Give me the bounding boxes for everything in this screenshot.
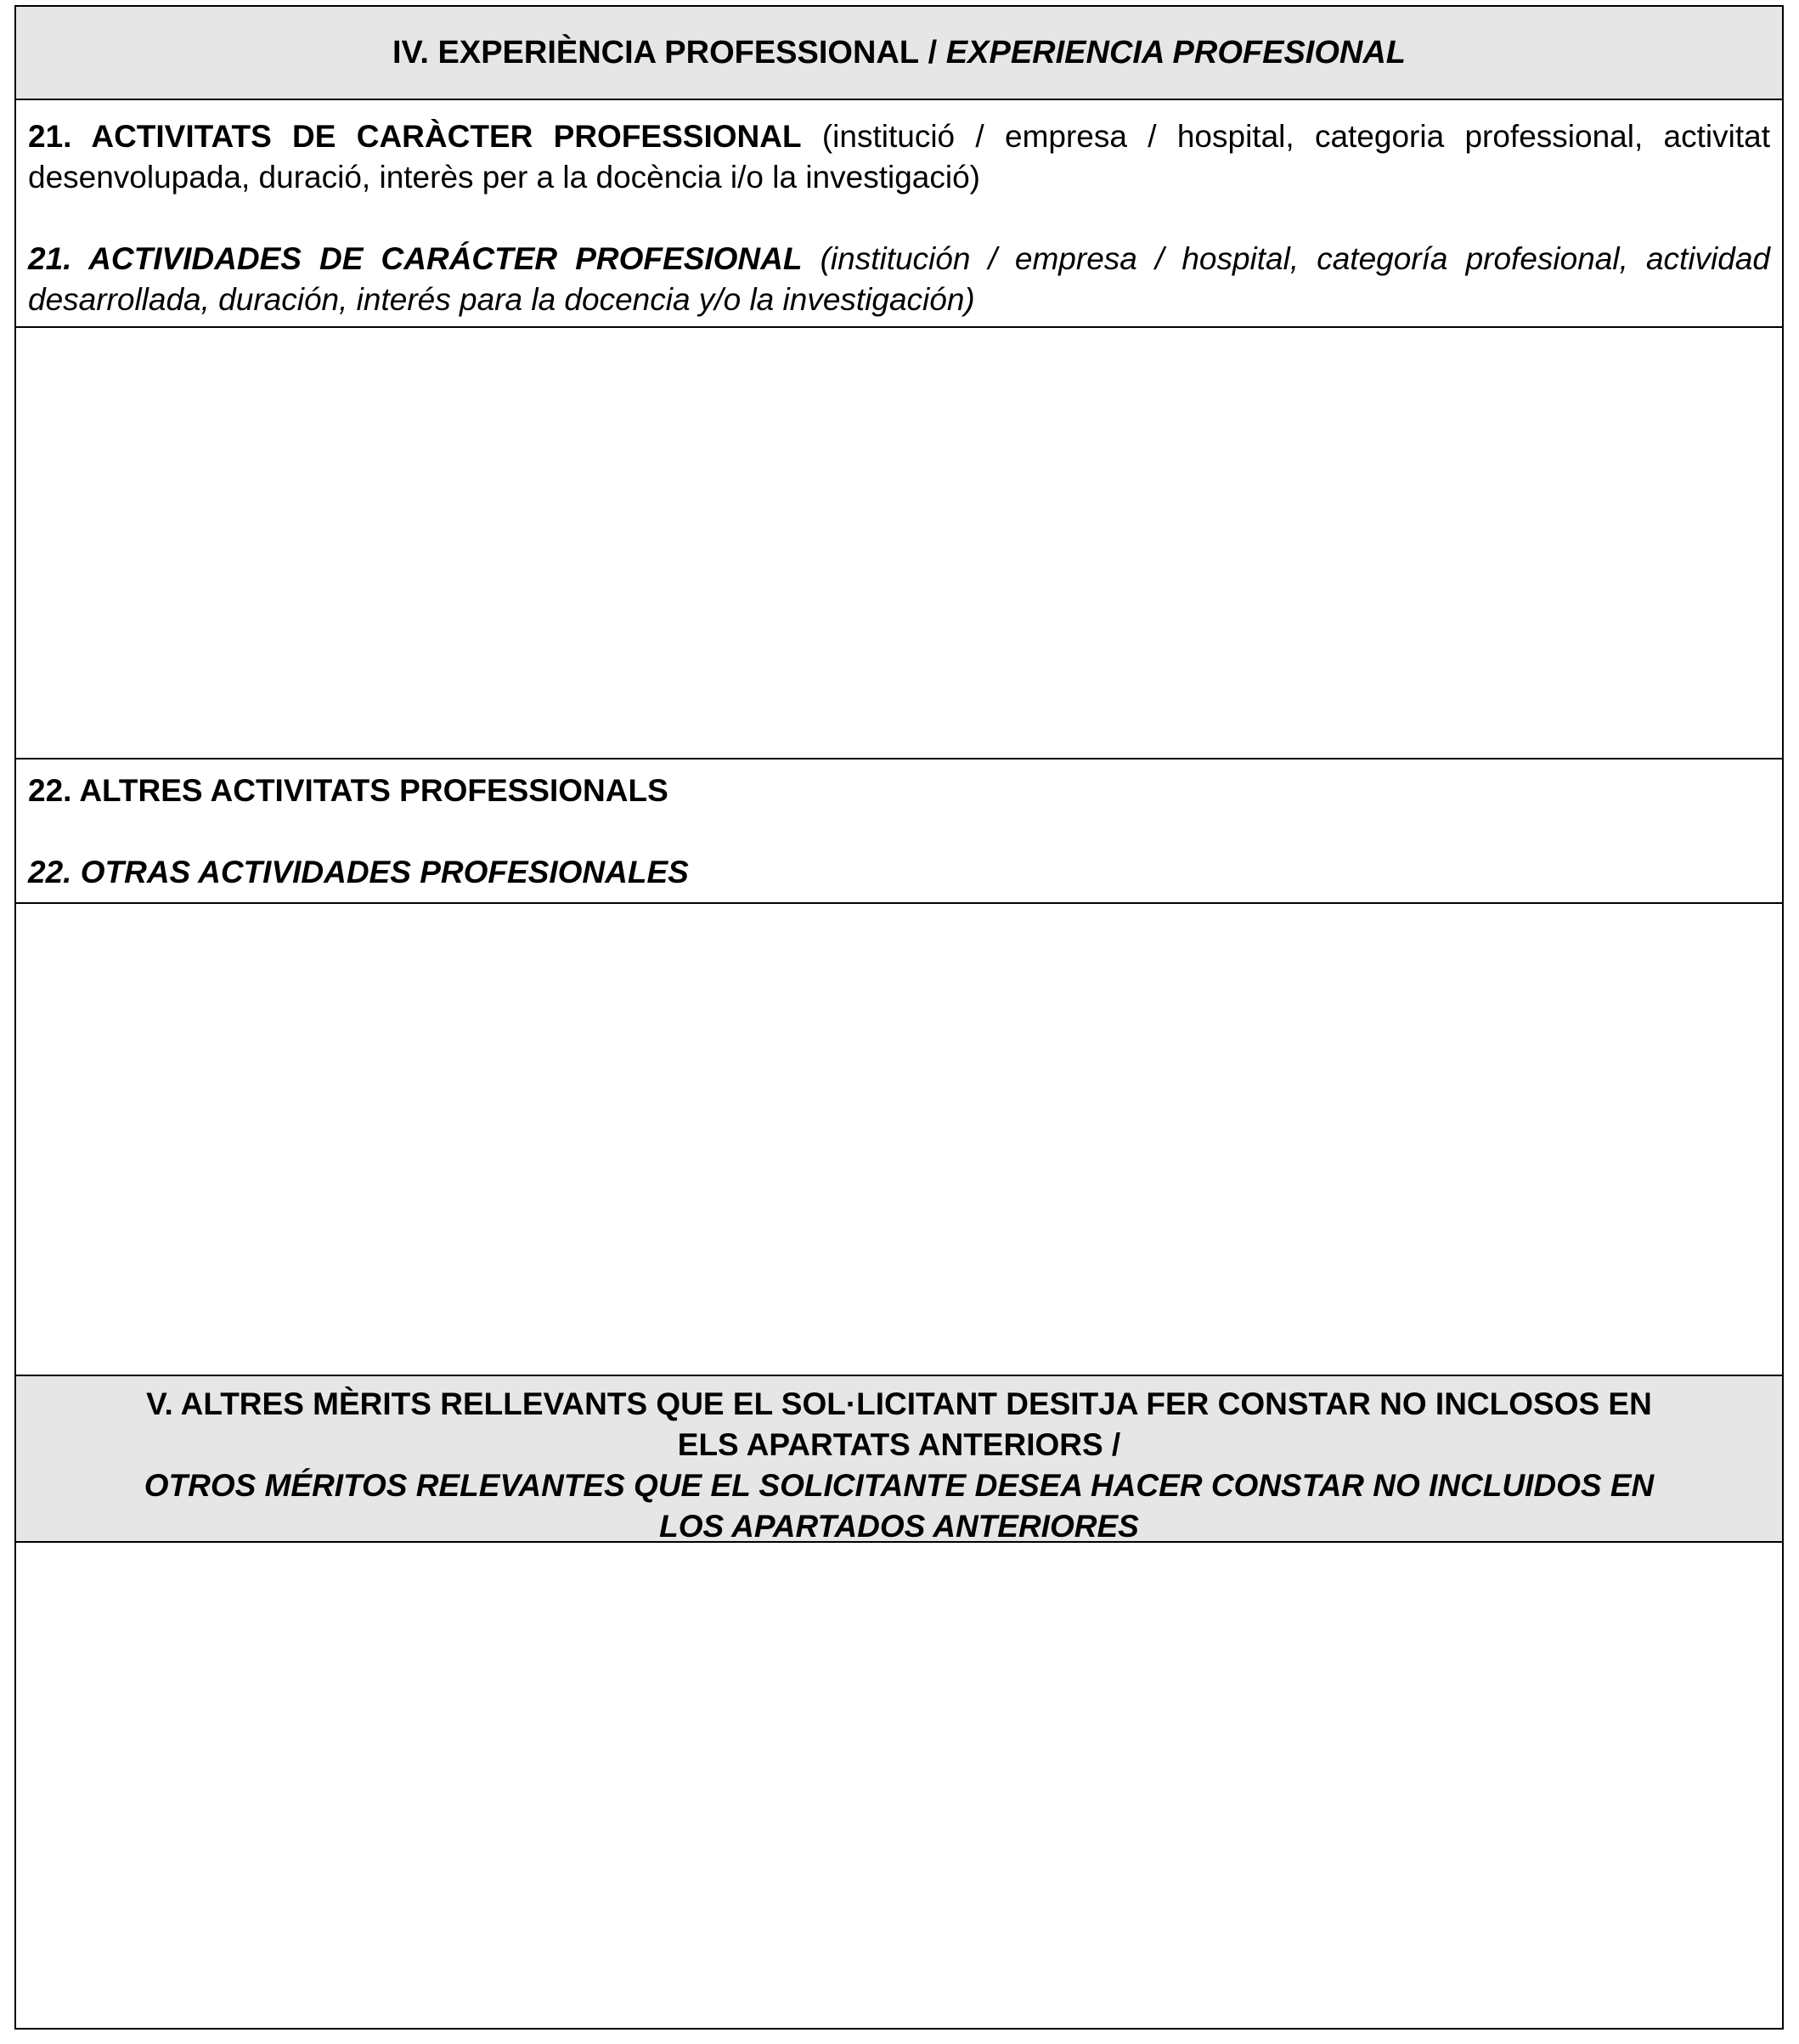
item-21-question bbox=[16, 100, 1782, 328]
section-v-answer-area[interactable] bbox=[16, 1543, 1782, 2028]
section-v-es-line1: OTROS MÉRITOS RELEVANTES QUE EL SOLICITANTE DESEA HACER CONSTAR NO INCLUIDOS EN bbox=[144, 1468, 1655, 1503]
item-21-spanish bbox=[28, 239, 1770, 320]
item-21-desc-es: (institución / empresa / hospital, categoría profesional, actividad desarrollada, duración, interés para la docencia y/o la investigación) bbox=[28, 241, 1770, 317]
section-v-header bbox=[16, 1376, 1782, 1543]
section-iv-header bbox=[16, 7, 1782, 100]
section-v-ca-line2: ELS APARTATS ANTERIORS / bbox=[677, 1427, 1121, 1462]
item-22-title-es: 22. OTRAS ACTIVIDADES PROFESIONALES bbox=[28, 855, 689, 889]
item-21-title-es: 21. ACTIVIDADES DE CARÁCTER PROFESIONAL bbox=[28, 241, 803, 276]
cv-form-table bbox=[14, 5, 1784, 2030]
section-iv-title-ca: IV. EXPERIÈNCIA PROFESSIONAL bbox=[392, 34, 920, 71]
item-22-title-ca: 22. ALTRES ACTIVITATS PROFESSIONALS bbox=[28, 773, 668, 808]
item-21-answer-area[interactable] bbox=[16, 328, 1782, 759]
item-21-desc-ca: (institució / empresa / hospital, categoria professional, activitat desenvolupada, duració, interès per a la docència i/o la investigació) bbox=[28, 119, 1770, 195]
section-iv-separator: / bbox=[919, 34, 946, 71]
item-22-question bbox=[16, 759, 1782, 904]
section-iv-title-es: EXPERIENCIA PROFESIONAL bbox=[945, 34, 1407, 71]
item-21-catalan bbox=[28, 116, 1770, 198]
item-21-title-ca: 21. ACTIVITATS DE CARÀCTER PROFESSIONAL bbox=[28, 119, 802, 154]
item-22-answer-area[interactable] bbox=[16, 904, 1782, 1376]
section-v-ca-line1: V. ALTRES MÈRITS RELLEVANTS QUE EL SOL·LICITANT DESITJA FER CONSTAR NO INCLOSOS EN bbox=[146, 1386, 1652, 1421]
section-v-es-line2: LOS APARTADOS ANTERIORES bbox=[659, 1509, 1139, 1544]
